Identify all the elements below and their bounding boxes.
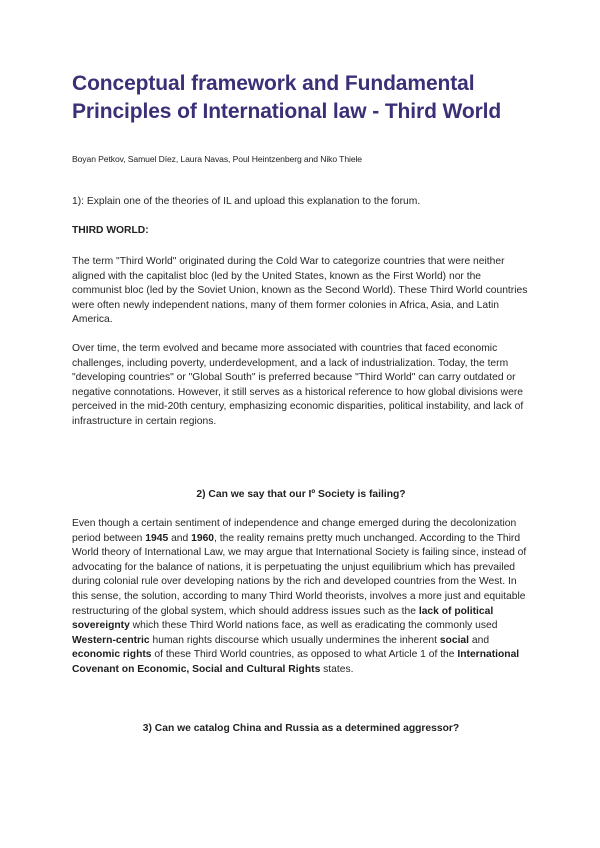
paragraph-2: Over time, the term evolved and became more associated with countries that faced economic challenges, including poverty, underdevelopment, and a lack of industrialization. Today, the term "developing countries" or "Global South" is preferred because "Third World" can carry outdated or negative connotations. However, it still serves as a historical reference to how global divisions were perceived in the mid-20th century, emphasizing economic disparities, political instability, and lack of infrastructure in certain regions.	[72, 343, 524, 427]
paragraph-3-text: human rights discourse which usually undermines the inherent	[149, 634, 440, 646]
paragraph-3-text: , the reality remains pretty much unchanged. According to the Third World theory of International Law, we may argue that International Society is failing since, instead of advocating for the balance of nations, it is perpetuating the unjust equilibrium which has prevailed during colonial rule over developing nations by the rich and developed countries from the West. In this sense, the solution, according to many Third World theorists, involves a more just and equitable restructuring of the global system, which should address issues such as the	[72, 532, 527, 617]
emphasis-economic-rights: economic rights	[72, 649, 152, 661]
emphasis-social: social	[439, 634, 470, 646]
author-list: Boyan Petkov, Samuel Díez, Laura Navas, Poul Heintzenberg and Niko Thiele	[72, 154, 362, 164]
paragraph-3-text: states.	[320, 663, 354, 675]
paragraph-3-text: and	[469, 634, 490, 646]
question-3: 3) Can we catalog China and Russia as a determined aggressor?	[142, 723, 460, 734]
emphasis-sovereignty: lack of political sovereignty	[72, 605, 494, 632]
question-2: 2) Can we say that our Iº Society is failing?	[196, 489, 406, 500]
paragraph-3-text: and	[168, 532, 192, 544]
paragraph-3-text: of these Third World countries, as opposed to what Article 1 of the	[151, 649, 458, 661]
paragraph-3	[72, 517, 530, 678]
document-title: Conceptual framework and Fundamental Principles of International law - Third World	[72, 72, 502, 123]
emphasis-covenant: International Covenant on Economic, Social and Cultural Rights	[72, 649, 520, 675]
question-1: 1): Explain one of the theories of IL and upload this explanation to the forum.	[72, 196, 421, 207]
paragraph-3-text: which these Third World nations face, as well as eradicating the commonly used	[129, 620, 498, 632]
paragraph-3-text: Even though a certain sentiment of independence and change emerged during the decolonization period between	[72, 518, 517, 544]
paragraph-1: The term "Third World" originated during the Cold War to categorize countries that were neither aligned with the capitalist bloc (led by the United States, known as the First World) nor the communist bloc (led by the Soviet Union, known as the Second World). These Third World countries were often newly independent nations, many of them former colonies in Africa, Asia, and Latin America.	[72, 256, 528, 326]
emphasis-western-centric: Western-centric	[72, 634, 150, 646]
year-end: 1960	[191, 532, 215, 544]
section-heading: THIRD WORLD:	[72, 225, 149, 236]
year-start: 1945	[145, 532, 169, 544]
